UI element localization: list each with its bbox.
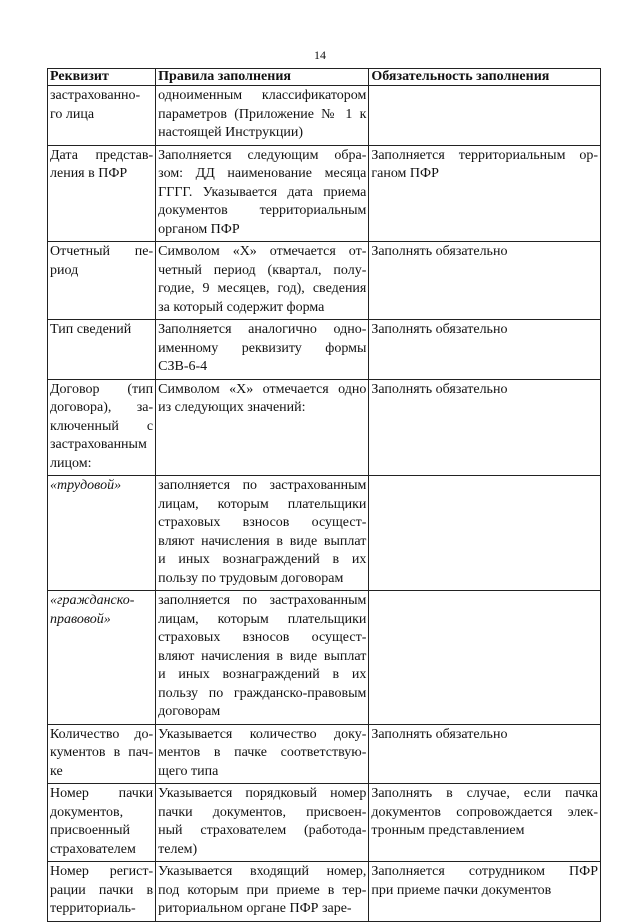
cell-text-line: ганом ПФР <box>371 166 439 181</box>
cell-text-line: Дата представ- <box>50 147 154 163</box>
cell-text-line: вляют начисления в виде выплат <box>158 648 367 664</box>
cell-text-line: и иных вознаграждений в их <box>158 667 367 682</box>
cell-text-line: и иных вознаграждений в их <box>158 552 367 567</box>
cell-text-line: под которым при приеме в тер- <box>158 882 367 898</box>
requisites-table <box>47 68 601 922</box>
cell-text-line: риод <box>50 262 79 278</box>
cell-text-line: вляют начисления в виде выплат <box>158 533 367 549</box>
cell-text-line: Номер пачки <box>50 786 154 801</box>
cell-text-line: лицам, которым плательщики <box>158 496 367 512</box>
cell-text-line: за который содержит форма <box>158 299 325 315</box>
cell-text-line: заполняется по застрахованным <box>158 478 367 493</box>
cell-text-line: Заполнять обязательно <box>371 244 508 259</box>
cell-text-line: СЗВ-6-4 <box>158 359 208 374</box>
cell-text-line: ке <box>50 763 63 779</box>
rules-cell <box>156 724 369 784</box>
cell-text-line: зом: ДД наименование месяца <box>158 166 367 181</box>
obligation-cell <box>369 320 601 380</box>
requisite-cell <box>48 145 156 242</box>
cell-text-line: рации пачки в <box>50 882 154 898</box>
cell-text-line: именному реквизиту формы <box>158 340 367 356</box>
cell-text-line: пользу по гражданско-правовым <box>158 685 367 701</box>
table-row <box>48 242 601 320</box>
cell-text-line: Символом «Х» отмечается от- <box>158 244 367 259</box>
requisite-cell <box>48 86 156 146</box>
obligation-cell <box>369 784 601 862</box>
table-row <box>48 591 601 725</box>
cell-text-line: правовой» <box>50 611 111 627</box>
cell-text-line: присвоенный <box>50 823 130 838</box>
cell-text-line: Указывается входящий номер, <box>158 864 367 879</box>
cell-text-line: заполняется по застрахованным <box>158 593 367 608</box>
cell-text-line: договора), за- <box>50 400 154 415</box>
obligation-cell <box>369 591 601 725</box>
cell-text-line: Символом «Х» отмечается одно <box>158 381 367 397</box>
cell-text-line: лицам, которым плательщики <box>158 611 367 627</box>
cell-text-line: из следующих значений: <box>158 400 306 415</box>
rules-cell <box>156 242 369 320</box>
table-row <box>48 724 601 784</box>
cell-text-line: «трудовой» <box>50 478 122 493</box>
cell-text-line: застрахованным <box>50 437 147 452</box>
cell-text-line: договорам <box>158 704 221 719</box>
cell-text-line: Количество до- <box>50 726 154 742</box>
table-row <box>48 86 601 146</box>
cell-text-line: Договор (тип <box>50 381 154 397</box>
cell-text-line: страховых взносов осущест- <box>158 515 367 530</box>
requisite-cell <box>48 379 156 476</box>
rules-cell <box>156 862 369 922</box>
obligation-cell <box>369 379 601 476</box>
cell-text-line: риториальном органе ПФР заре- <box>158 901 352 916</box>
cell-text-line: щего типа <box>158 763 219 779</box>
cell-text-line: Заполнять в случае, если пачка <box>371 786 598 801</box>
cell-text-line: застрахованно- <box>50 88 141 103</box>
cell-text-line: Заполнять обязательно <box>371 726 508 742</box>
obligation-cell <box>369 86 601 146</box>
cell-text-line: пачки документов, присвоен- <box>158 804 367 820</box>
cell-text-line: Отчетный пе- <box>50 244 154 259</box>
obligation-cell <box>369 724 601 784</box>
rules-cell <box>156 320 369 380</box>
cell-text-line: Указывается количество доку- <box>158 726 367 742</box>
obligation-cell <box>369 476 601 591</box>
requisite-cell <box>48 591 156 725</box>
requisite-cell <box>48 862 156 922</box>
cell-text-line: территориаль- <box>50 901 136 916</box>
cell-text-line: Заполняется аналогично одно- <box>158 322 367 337</box>
requisite-cell <box>48 476 156 591</box>
cell-text-line: ления в ПФР <box>50 166 128 181</box>
obligation-cell <box>369 862 601 922</box>
cell-text-line: Заполнять обязательно <box>371 381 508 397</box>
cell-text-line: телем) <box>158 841 198 857</box>
cell-text-line: Номер регист- <box>50 864 154 879</box>
cell-text-line: лицом: <box>50 455 92 471</box>
rules-cell <box>156 476 369 591</box>
cell-text-line: ментов в пачке соответствую- <box>158 745 367 760</box>
cell-text-line: Тип сведений <box>50 322 132 337</box>
cell-text-line: го лица <box>50 106 95 122</box>
cell-text-line: страховых взносов осущест- <box>158 630 367 645</box>
cell-text-line: документов, <box>50 804 124 820</box>
cell-text-line: ный страхователем (работода- <box>158 823 367 838</box>
cell-text-line: при приеме пачки документов <box>371 882 552 898</box>
obligation-cell <box>369 242 601 320</box>
cell-text-line: ГГГГ. Указывается дата приема <box>158 184 367 200</box>
rules-cell <box>156 784 369 862</box>
cell-text-line: одноименным классификатором <box>158 88 367 103</box>
table-row <box>48 862 601 922</box>
cell-text-line: годие, 9 месяцев, год), сведения <box>158 281 367 296</box>
rules-cell <box>156 591 369 725</box>
cell-text-line: настоящей Инструкции) <box>158 125 304 140</box>
cell-text-line: Заполняется сотрудником ПФР <box>371 864 598 879</box>
header-requisite: Реквизит <box>48 69 156 86</box>
table-row <box>48 784 601 862</box>
rules-cell <box>156 379 369 476</box>
rules-cell <box>156 86 369 146</box>
table-row <box>48 476 601 591</box>
header-rules: Правила заполнения <box>156 69 369 86</box>
cell-text-line: Указывается порядковый номер <box>158 786 367 801</box>
cell-text-line: четный период (квартал, полу- <box>158 262 367 278</box>
cell-text-line: Заполнять обязательно <box>371 322 508 337</box>
table-header-row <box>48 69 601 86</box>
cell-text-line: тронным представлением <box>371 823 525 838</box>
cell-text-line: Заполняется следующим обра- <box>158 147 367 163</box>
cell-text-line: пользу по трудовым договорам <box>158 570 344 586</box>
cell-text-line: параметров (Приложение № 1 к <box>158 106 367 122</box>
cell-text-line: страхователем <box>50 841 136 857</box>
table-row <box>48 145 601 242</box>
obligation-cell <box>369 145 601 242</box>
cell-text-line: органом ПФР <box>158 221 240 237</box>
cell-text-line: кументов в пач- <box>50 745 154 760</box>
header-obligation: Обязательность заполнения <box>369 69 601 86</box>
requisite-cell <box>48 784 156 862</box>
cell-text-line: «гражданско- <box>50 593 135 608</box>
page-number: 14 <box>314 48 326 62</box>
table-row <box>48 379 601 476</box>
cell-text-line: Заполняется территориальным ор- <box>371 147 598 163</box>
cell-text-line: документов сопровождается элек- <box>371 804 598 820</box>
requisite-cell <box>48 724 156 784</box>
cell-text-line: ключенный с <box>50 418 154 434</box>
cell-text-line: документов территориальным <box>158 203 367 218</box>
requisite-cell <box>48 320 156 380</box>
requisite-cell <box>48 242 156 320</box>
rules-cell <box>156 145 369 242</box>
table-row <box>48 320 601 380</box>
